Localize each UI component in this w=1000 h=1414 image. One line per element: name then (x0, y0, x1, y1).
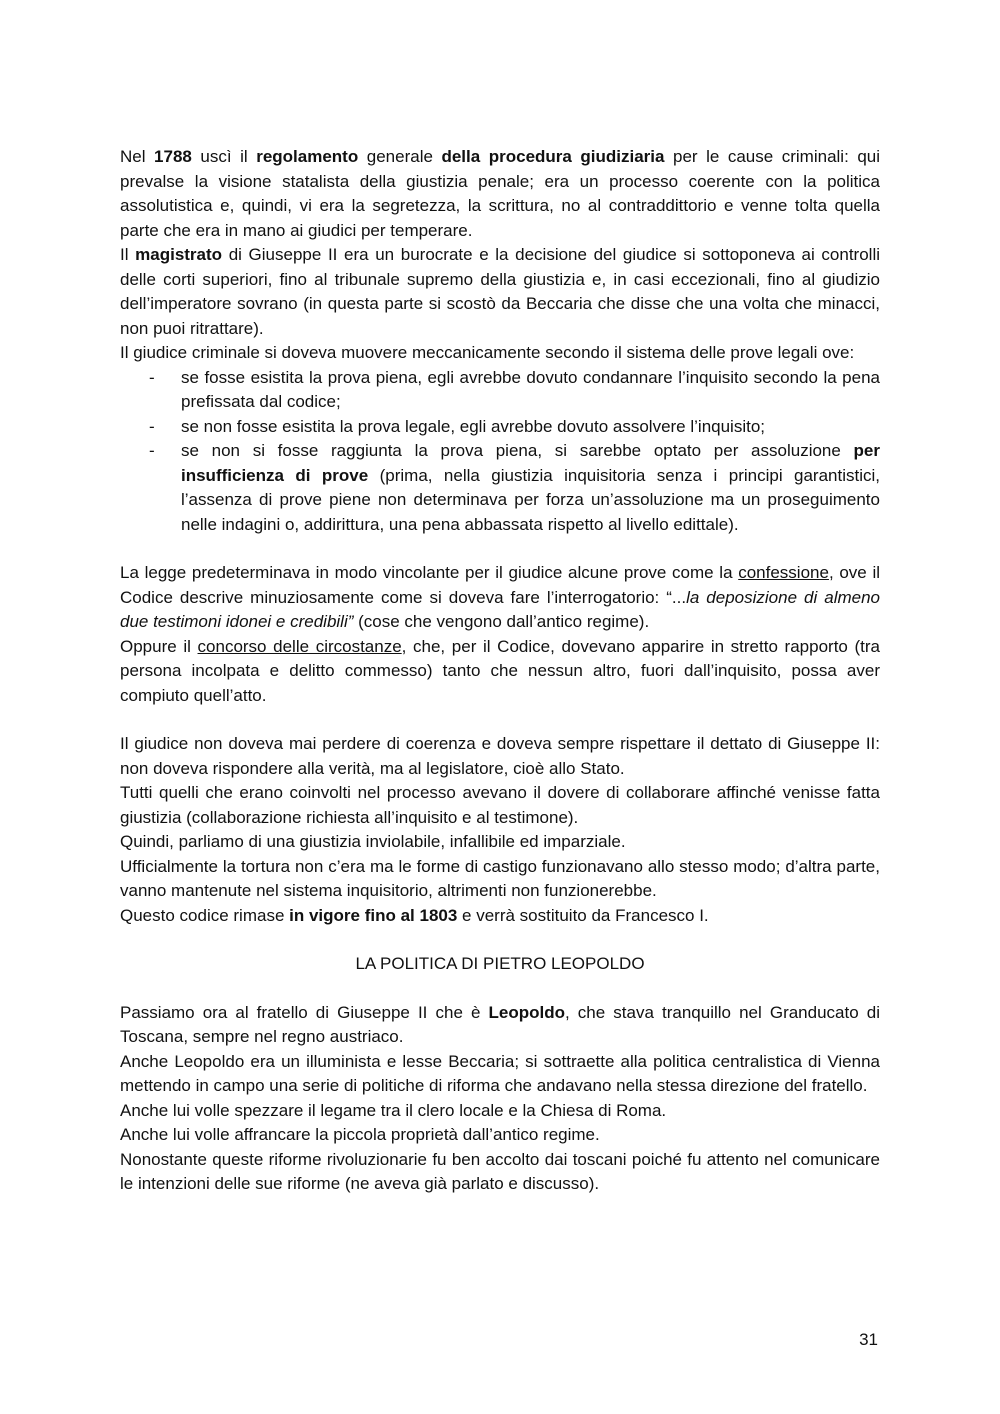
paragraph-concorso-circostanze (120, 635, 880, 709)
list-item (120, 366, 880, 415)
text-run: generale (358, 147, 442, 166)
text-run: Passiamo ora al fratello di Giuseppe II che è (120, 1002, 489, 1022)
paragraph-riforme: Nonostante queste riforme rivoluzionarie fu ben accolto dai toscani poiché fu attento nel comunicare le intenzioni delle sue riforme (ne aveva già parlato e discusso). (120, 1149, 880, 1193)
page-body (120, 145, 880, 1197)
text-run: di Giuseppe II era un burocrate e la decisione del giudice si sottoponeva ai controlli delle corti superiori, fino al tribunale supremo della giustizia e, in casi eccezionali, fino al giudizio dell’imperatore sovrano (in questa parte si scostò da Beccaria che disse che una volta che minacci, non puoi ritrattare). (120, 245, 880, 338)
paragraph-gap (120, 928, 880, 952)
paragraph-giustizia: Quindi, parliamo di una giustizia inviolabile, infallibile ed imparziale. (120, 832, 626, 851)
paragraph-leopoldo (120, 1001, 880, 1050)
dash-bullet: - (149, 441, 155, 460)
page-number: 31 (859, 1330, 878, 1349)
text-run: e verrà sostituito da Francesco I. (457, 905, 709, 925)
paragraph-gap (120, 708, 880, 732)
underlined-term: confessione (738, 563, 829, 582)
text-run: Il (120, 245, 136, 264)
list-item-text: se fosse esistita la prova piena, egli avrebbe dovuto condannare l’inquisito secondo la pena prefissata dal codice; (181, 367, 880, 411)
text-run: per le cause criminali: qui prevalse la visione statalista della giustizia penale; era un processo coerente con la politica assolutistica e, quindi, vi era la segretezza, la scrittura, no al contraddittorio e venne tolta quella parte che era in mano ai giudici per temperare. (120, 147, 881, 240)
list-item (120, 415, 880, 440)
text-run: (prima, nella giustizia inquisitoria senza i principi garantistici, l’assenza di prove piene non determinava per forza un’assoluzione ma un proseguimento nelle indagini o, addirittura, una pena abbassata rispetto al livello edittale). (181, 465, 880, 534)
text-run: uscì il (191, 147, 257, 166)
paragraph-giudice-criminale: Il giudice criminale si doveva muovere meccanicamente secondo il sistema delle prove legali ove: (120, 343, 855, 362)
list-item-text: se non fosse esistita la prova legale, egli avrebbe dovuto assolvere l’inquisito; (181, 416, 766, 436)
paragraph-tortura: Ufficialmente la tortura non c’era ma le forme di castigo funzionavano allo stesso modo; d’altra parte, vanno mantenute nel sistema inquisitorio, altrimenti non funzionerebbe. (120, 856, 880, 900)
paragraph-regolamento-1788 (120, 145, 880, 243)
underlined-term: concorso delle circostanze (197, 636, 402, 656)
paragraph-clero: Anche lui volle spezzare il legame tra il clero locale e la Chiesa di Roma. (120, 1100, 667, 1120)
text-run: , che stava tranquillo nel Granducato di Toscana, sempre nel regno austriaco. (120, 1002, 880, 1046)
paragraph-gap (120, 977, 880, 1001)
paragraph-gap (120, 537, 880, 561)
dash-bullet: - (149, 367, 155, 387)
text-run: , ove il Codice descrive minuziosamente come si doveva fare l’interrogatorio: “... (120, 563, 881, 607)
bold-term: per insufficienza di prove (181, 441, 880, 485)
section-heading: LA POLITICA DI PIETRO LEOPOLDO (355, 954, 645, 973)
paragraph-collaborazione: Tutti quelli che erano coinvolti nel processo avevano il dovere di collaborare affinché venisse fatta giustizia (collaborazione richiesta all’inquisito e al testimone). (120, 783, 880, 827)
dash-bullet: - (149, 416, 155, 436)
paragraph-illuminista: Anche Leopoldo era un illuminista e lesse Beccaria; si sottraette alla politica centralistica di Vienna mettendo in campo una serie di politiche di riforma che andavano nella stessa direzione del fratello. (120, 1051, 880, 1095)
prove-legali-list (120, 366, 880, 538)
bold-year: 1788 (154, 147, 192, 166)
bold-term: in vigore fino al 1803 (289, 905, 458, 925)
text-run: Oppure il (120, 636, 198, 656)
text-run: (cose che vengono dall’antico regime). (353, 612, 650, 631)
italic-quote: la deposizione di almeno due testimoni idonei e credibili” (120, 587, 880, 631)
bold-term: regolamento (256, 147, 359, 166)
paragraph-proprieta: Anche lui volle affrancare la piccola proprietà dall’antico regime. (120, 1125, 600, 1144)
bold-term: della procedura giudiziaria (441, 147, 665, 166)
text-run: La legge predeterminava in modo vincolante per il giudice alcune prove come la (120, 563, 739, 582)
text-run: se non si fosse raggiunta la prova piena, si sarebbe optato per assoluzione (181, 441, 854, 460)
list-item (120, 439, 880, 537)
text-run: Questo codice rimase (120, 905, 290, 925)
paragraph-coerenza: Il giudice non doveva mai perdere di coerenza e doveva sempre rispettare il dettato di Giuseppe II: non doveva rispondere alla verità, ma al legislatore, cioè allo Stato. (120, 734, 880, 778)
text-run: , che, per il Codice, dovevano apparire in stretto rapporto (tra persona incolpata e delitto commesso) tanto che nessun altro, fuori dall’inquisito, possa aver compiuto quell’atto. (120, 636, 880, 705)
paragraph-confessione (120, 561, 880, 635)
bold-name: Leopoldo (488, 1002, 565, 1022)
paragraph-vigore (120, 904, 880, 929)
text-run: Nel (120, 147, 155, 166)
paragraph-magistrato (120, 243, 880, 341)
bold-term: magistrato (135, 245, 223, 264)
